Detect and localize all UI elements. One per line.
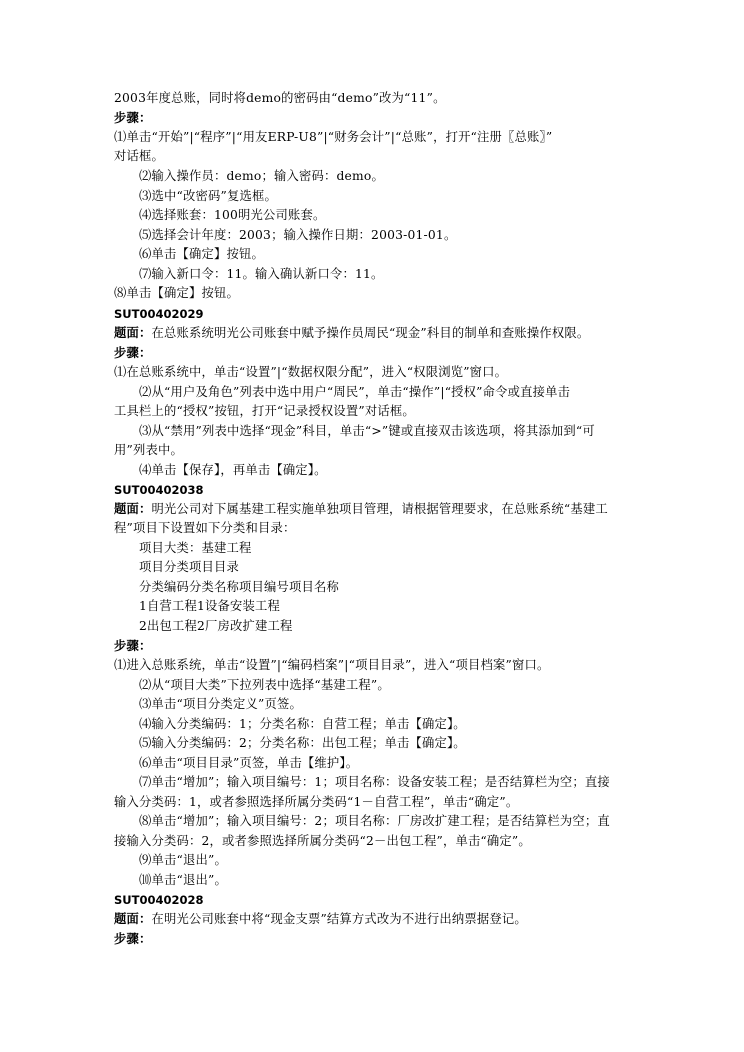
text-line: 2出包工程2厂房改扩建工程 — [139, 619, 293, 633]
question-title — [114, 325, 589, 341]
text-line: ⑹单击【确定】按钮。 — [139, 247, 264, 261]
text-line: ⑸输入分类编码：2；分类名称：出包工程；单击【确定】。 — [139, 736, 466, 750]
text-line: ⑵从“用户及角色”列表中选中用户“周民”，单击“操作”|“授权”命令或直接单击 — [139, 385, 571, 399]
text-line: 分类编码分类名称项目编号项目名称 — [139, 580, 339, 594]
text-line: 接输入分类码：2，或者参照选择所属分类码“2－出包工程”，单击“确定”。 — [114, 834, 531, 848]
text-line: ⑷输入分类编码：1；分类名称：自营工程；单击【确定】。 — [139, 717, 466, 731]
text-line: ⑵输入操作员：demo；输入密码：demo。 — [139, 169, 384, 183]
question-code: SUT00402038 — [114, 483, 204, 497]
text-line: ⑴在总账系统中，单击“设置”|“数据权限分配”，进入“权限浏览”窗口。 — [114, 365, 508, 379]
text-line: 项目分类项目目录 — [139, 560, 239, 574]
text-line: ⑶从“禁用”列表中选择“现金”科目，单击“>”键或直接双击该选项，将其添加到“可 — [139, 424, 595, 438]
question-title — [114, 501, 608, 517]
text-line: ⑴单击“开始”|“程序”|“用友ERP-U8”|“财务会计”|“总账”，打开“注册〖总账〗” — [114, 130, 553, 144]
text-line: 2003年度总账，同时将demo的密码由“demo”改为“11”。 — [114, 91, 446, 105]
text-line: ⑷选择账套：100明光公司账套。 — [139, 208, 326, 222]
text-line: ⑷单击【保存】，再单击【确定】。 — [139, 463, 327, 477]
steps-heading: 步骤： — [114, 110, 152, 125]
text-line: 1自营工程1设备安装工程 — [139, 599, 281, 613]
text-line: ⑸选择会计年度：2003；输入操作日期：2003-01-01。 — [139, 228, 457, 242]
text-line: ⑺单击“增加”；输入项目编号：1；项目名称：设备安装工程；是否结算栏为空；直接 — [139, 775, 610, 789]
text-line: ⑹单击“项目目录”页签，单击【维护】。 — [139, 756, 359, 770]
text-line: ⑻单击【确定】按钮。 — [114, 286, 239, 300]
text-line: 输入分类码：1，或者参照选择所属分类码“1－自营工程”，单击“确定”。 — [114, 795, 519, 809]
text-line: 程”项目下设置如下分类和目录： — [114, 521, 296, 535]
title-prefix: 题面： — [114, 911, 152, 926]
text-line: ⑽单击“退出”。 — [139, 873, 227, 887]
text-line: 对话框。 — [114, 149, 164, 163]
title-prefix: 题面： — [114, 501, 152, 516]
title-text: 在明光公司账套中将“现金支票”结算方式改为不进行出纳票据登记。 — [151, 912, 527, 926]
title-text: 明光公司对下属基建工程实施单独项目管理，请根据管理要求，在总账系统“基建工 — [151, 502, 608, 516]
steps-heading: 步骤： — [114, 638, 152, 653]
text-line: ⑶单击“项目分类定义”页签。 — [139, 697, 302, 711]
question-code: SUT00402028 — [114, 893, 204, 907]
text-line: 项目大类：基建工程 — [139, 541, 252, 555]
question-code: SUT00402029 — [114, 307, 204, 321]
steps-heading: 步骤： — [114, 345, 152, 360]
question-title — [114, 911, 527, 927]
text-line: ⑻单击“增加”；输入项目编号：2；项目名称：厂房改扩建工程；是否结算栏为空；直 — [139, 814, 610, 828]
text-line: ⑶选中“改密码”复选框。 — [139, 189, 277, 203]
title-text: 在总账系统明光公司账套中赋予操作员周民“现金”科目的制单和查账操作权限。 — [151, 326, 590, 340]
text-line: 用”列表中。 — [114, 443, 183, 457]
text-line: 工具栏上的“授权”按钮，打开“记录授权设置”对话框。 — [114, 404, 415, 418]
text-line: ⑺输入新口令：11。输入确认新口令：11。 — [139, 267, 384, 281]
title-prefix: 题面： — [114, 325, 152, 340]
text-line: ⑼单击“退出”。 — [139, 853, 227, 867]
text-line: ⑴进入总账系统，单击“设置”|“编码档案”|“项目目录”，进入“项目档案”窗口。 — [114, 658, 550, 672]
text-line: ⑵从“项目大类”下拉列表中选择“基建工程”。 — [139, 678, 390, 692]
steps-heading: 步骤： — [114, 931, 152, 946]
